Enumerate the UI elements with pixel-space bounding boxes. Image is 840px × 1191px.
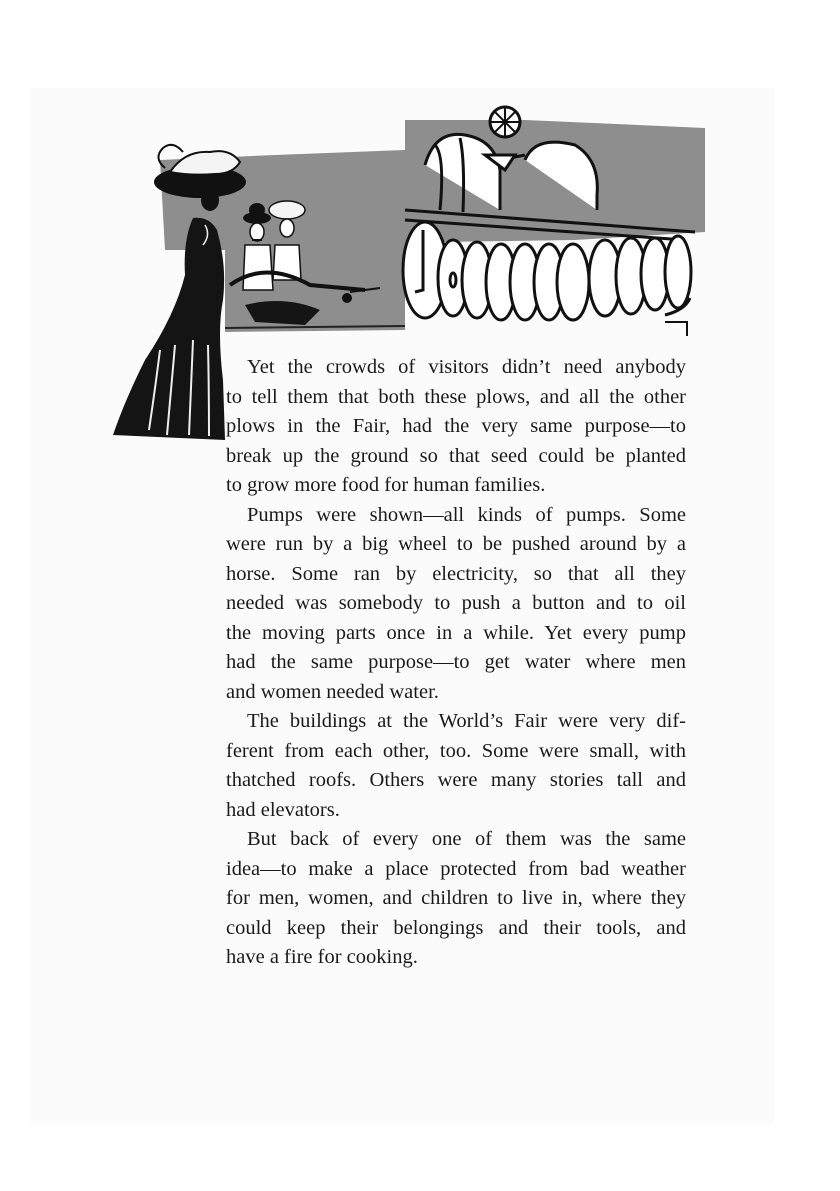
text-line: thatched roofs. Others were many stories tall and (226, 769, 686, 791)
paragraph-shelter (0, 825, 840, 973)
body-text (0, 353, 840, 973)
text-line: to grow more food for human families. (226, 474, 546, 496)
text-line: ferent from each other, too. Some were small, with (226, 739, 686, 762)
paragraph-plows (0, 353, 840, 501)
text-line: and women needed water. (226, 680, 439, 703)
text-line: had elevators. (226, 798, 340, 821)
paragraph-pumps (0, 501, 840, 708)
text-line: horse. Some ran by electricity, so that all they (226, 562, 686, 585)
text-line: break up the ground so that seed could be planted (226, 444, 686, 467)
text-line: were run by a big wheel to be pushed around by a (226, 533, 686, 555)
text-line: could keep their belongings and their tools, and (226, 916, 686, 939)
text-line: idea—to make a place protected from bad weather (226, 857, 686, 880)
text-line: needed was somebody to push a button and to oil (226, 592, 686, 614)
text-line: to tell them that both these plows, and all the other (226, 385, 686, 408)
text-line: have a fire for cooking. (226, 946, 418, 968)
text-line: for men, women, and children to live in, where they (226, 887, 686, 909)
paragraph-buildings (0, 707, 840, 825)
text-line: had the same purpose—to get water where men (226, 651, 686, 673)
text-line: But back of every one of them was the same (247, 828, 686, 850)
text-line: Pumps were shown—all kinds of pumps. Some (247, 503, 686, 526)
text-line: The buildings at the World’s Fair were very dif- (247, 710, 686, 732)
text-line: plows in the Fair, had the very same purpose—to (226, 415, 686, 437)
text-line: the moving parts once in a while. Yet every pump (226, 621, 686, 644)
text-line: Yet the crowds of visitors didn’t need anybody (247, 356, 686, 378)
